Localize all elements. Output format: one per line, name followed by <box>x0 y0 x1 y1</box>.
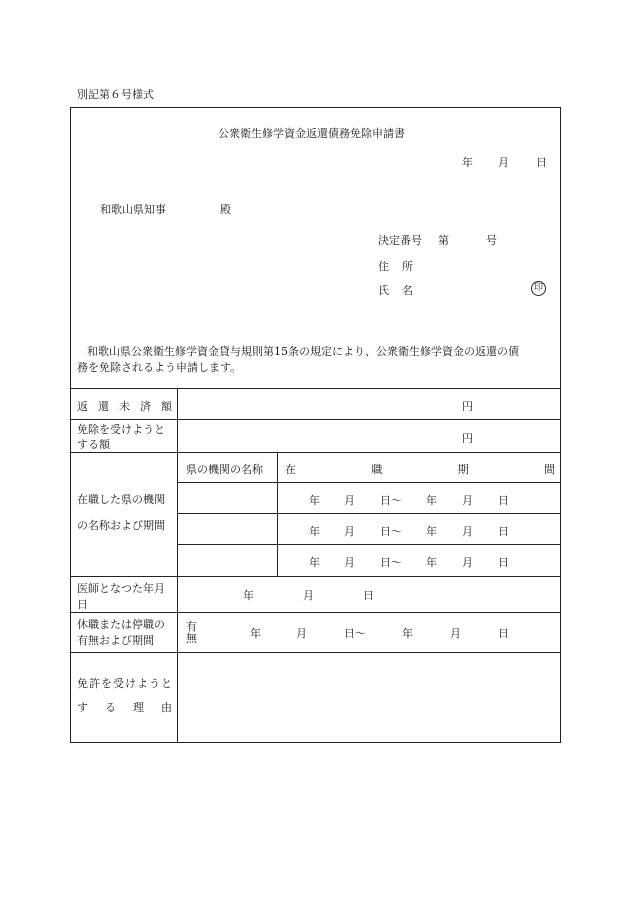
employment-label-line-2: の名称および期間 <box>77 519 165 532</box>
date-month-label: 月 <box>498 156 509 169</box>
name-label-2: 名 <box>402 284 413 297</box>
address-label-1: 住 <box>378 260 389 273</box>
form-number: 別記第６号様式 <box>77 88 154 101</box>
decision-number-prefix: 第 <box>438 234 449 247</box>
exempt-amount-yen: 円 <box>462 432 473 445</box>
leave-yes-option: 有 <box>186 620 197 633</box>
leave-label-line-1: 休職または停職の <box>77 618 165 631</box>
unpaid-amount-label: 返 還 未 済 額 <box>77 400 172 413</box>
exempt-amount-label-line-2: する額 <box>77 438 110 451</box>
table-line <box>70 388 561 389</box>
decision-number-label: 決定番号 <box>378 234 422 247</box>
form-title: 公衆衛生修学資金返還債務免除申請書 <box>218 127 405 140</box>
seal-mark: 印 <box>531 281 546 296</box>
decision-number-suffix: 号 <box>486 234 497 247</box>
page: 別記第６号様式 公衆衛生修学資金返還債務免除申請書 年 月 日 和歌山県知事 殿 決定番号 第 号 住 所 氏 名 印 和歌山県公衆衛生修学資金貸与規則第15条の規定により、公衆衛生修学資金の返還の債 務を免除されるよう申請します。 返 還 未 済 額 円 免除を受けようと する額 円 在職した県の機関 の名称および期間 県の機関の名称 在 職 期 間 年 月 日～ 年 月 日 年 月 日～ 年 月 日 年 月 日～ 年 月 日 医師となつた年月 日 年 月 日 休職または停職の 有無および期間 有 無 年 月 日～ 年 月 日 免 許 を 受 け よ う と す る 理 由 <box>0 0 630 915</box>
addressee-name: 和歌山県知事 <box>100 203 166 216</box>
employment-period-header: 在 職 期 間 <box>285 463 555 476</box>
exempt-amount-label-line-1: 免除を受けようと <box>77 423 165 436</box>
table-line <box>70 612 561 613</box>
leave-label-line-2: 有無および期間 <box>77 634 154 647</box>
doctor-date-label-line-2: 日 <box>77 598 88 611</box>
name-label-1: 氏 <box>378 284 389 297</box>
date-year-label: 年 <box>462 156 473 169</box>
table-line <box>70 419 561 420</box>
table-line <box>177 513 561 514</box>
body-text-line-1: 和歌山県公衆衛生修学資金貸与規則第15条の規定により、公衆衛生修学資金の返還の債 <box>87 345 519 358</box>
employment-label-line-1: 在職した県の機関 <box>77 493 165 506</box>
reason-label-line-1: 免 許 を 受 け よ う と <box>77 677 172 690</box>
reason-label-line-2: す る 理 由 <box>77 701 172 714</box>
body-text-line-2: 務を免除されるよう申請します。 <box>77 361 242 374</box>
leave-no-option: 無 <box>186 632 197 645</box>
table-line <box>70 576 561 577</box>
reason-field[interactable] <box>178 653 560 742</box>
table-line <box>177 482 561 483</box>
address-label-2: 所 <box>402 260 413 273</box>
table-column-line <box>277 452 278 576</box>
doctor-date-label-line-1: 医師となつた年月 <box>77 582 165 595</box>
table-line <box>177 544 561 545</box>
agency-name-header: 県の機関の名称 <box>186 463 263 476</box>
table-line <box>70 452 561 453</box>
addressee-honorific: 殿 <box>220 203 231 216</box>
date-day-label: 日 <box>536 156 547 169</box>
unpaid-amount-yen: 円 <box>462 400 473 413</box>
